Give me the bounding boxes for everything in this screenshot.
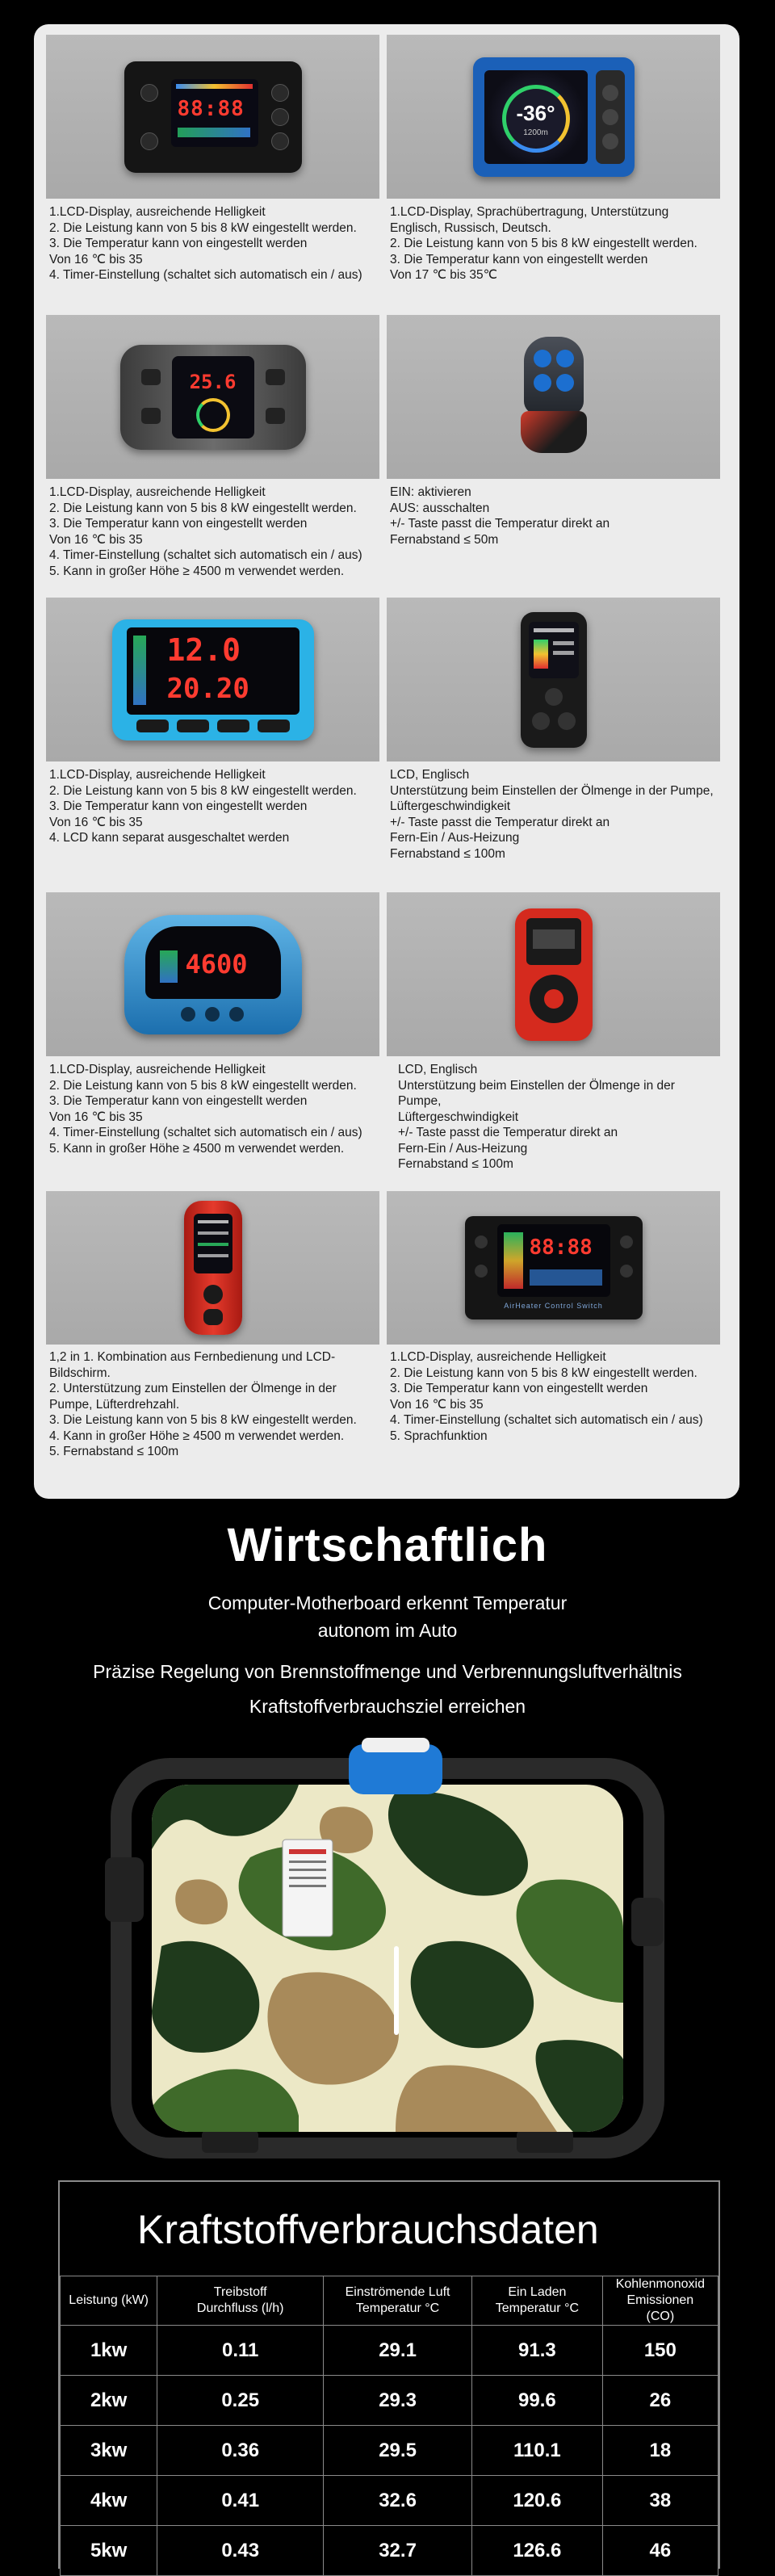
desc-line: Fernabstand ≤ 100m bbox=[390, 846, 505, 861]
lcd-controller-wide-image bbox=[465, 1216, 643, 1319]
table-cell: 0.41 bbox=[157, 2476, 324, 2526]
table-cell: 0.11 bbox=[157, 2326, 324, 2376]
desc-line: 5. Kann in großer Höhe ≥ 4500 m verwendet werden. bbox=[49, 1141, 345, 1156]
desc-line: +/- Taste passt die Temperatur direkt an bbox=[390, 517, 610, 531]
up-button[interactable] bbox=[271, 108, 289, 126]
product-description bbox=[390, 204, 717, 283]
table-title: Kraftstoffverbrauchsdaten bbox=[137, 2207, 599, 2252]
product-description bbox=[390, 767, 717, 862]
control-button[interactable] bbox=[217, 720, 249, 732]
mode-button[interactable] bbox=[203, 1309, 223, 1325]
remote-red-combo-image bbox=[184, 1201, 242, 1335]
table-cell: 29.1 bbox=[324, 2326, 472, 2376]
lcd-controller-oval-image bbox=[124, 915, 302, 1034]
desc-line: 5. Sprachfunktion bbox=[390, 1429, 488, 1443]
desc-line: 4. Kann in großer Höhe ≥ 4500 m verwendet werden. bbox=[49, 1429, 345, 1443]
table-cell: 2kw bbox=[61, 2376, 157, 2426]
desc-line: AUS: ausschalten bbox=[390, 501, 490, 515]
section-title: Wirtschaftlich bbox=[227, 1519, 548, 1571]
product-photo bbox=[387, 1191, 720, 1345]
desc-line: 1.LCD-Display, Sprachübertragung, Unterstützung Englisch, Russisch, Deutsch. bbox=[390, 205, 672, 235]
control-button[interactable] bbox=[229, 1007, 244, 1022]
screen-readout: 88:88 bbox=[177, 96, 245, 121]
column-header-co-emissions: Kohlenmonoxid Emissionen (CO) bbox=[602, 2276, 718, 2326]
screen-readout: 4600 bbox=[185, 948, 248, 980]
economy-text: Kraftstoffverbrauchsziel erreichen bbox=[249, 1696, 526, 1717]
minus-button[interactable] bbox=[556, 374, 574, 392]
lcd-controller-cyan-image bbox=[112, 619, 314, 740]
table-cell: 18 bbox=[602, 2426, 718, 2476]
desc-line: 2. Die Leistung kann von 5 bis 8 kW eingestellt werden. bbox=[49, 501, 357, 515]
control-button[interactable] bbox=[620, 1265, 633, 1278]
unlock-button[interactable] bbox=[556, 350, 574, 367]
table-cell: 3kw bbox=[61, 2426, 157, 2476]
desc-line: Von 16 ℃ bis 35 bbox=[49, 252, 143, 266]
table-header-row bbox=[61, 2276, 718, 2326]
table-row bbox=[61, 2426, 718, 2476]
desc-line: Unterstützung beim Einstellen der Ölmenge in der Pumpe, bbox=[390, 783, 714, 798]
table-cell: 4kw bbox=[61, 2476, 157, 2526]
desc-line: 4. Timer-Einstellung (schaltet sich automatisch ein / aus) bbox=[390, 1413, 703, 1427]
control-button[interactable] bbox=[475, 1265, 488, 1278]
economy-text: autonom im Auto bbox=[317, 1620, 458, 1641]
table-cell: 126.6 bbox=[472, 2526, 603, 2576]
table-row bbox=[61, 2526, 718, 2576]
remote-lcd-red-image bbox=[515, 908, 593, 1041]
desc-line: 2. Die Leistung kann von 5 bis 8 kW eingestellt werden. bbox=[49, 783, 357, 798]
column-header-fuel-flow: Treibstoff Durchfluss (l/h) bbox=[157, 2276, 324, 2326]
desc-line: 1.LCD-Display, ausreichende Helligkeit bbox=[390, 1350, 606, 1364]
table-cell: 1kw bbox=[61, 2326, 157, 2376]
table-cell: 99.6 bbox=[472, 2376, 603, 2426]
desc-line: +/- Taste passt die Temperatur direkt an bbox=[390, 815, 610, 829]
table-row bbox=[61, 2326, 718, 2376]
column-header-intake-temp: Einströmende Luft Temperatur °C bbox=[324, 2276, 472, 2326]
fuel-consumption-table bbox=[58, 2180, 720, 2569]
power-button[interactable] bbox=[203, 1285, 223, 1304]
desc-line: 1.LCD-Display, ausreichende Helligkeit bbox=[49, 485, 266, 499]
desc-line: 3. Die Temperatur kann von eingestellt werden bbox=[49, 1094, 308, 1108]
down-button[interactable] bbox=[271, 132, 289, 150]
desc-line: +/- Taste passt die Temperatur direkt an bbox=[398, 1126, 618, 1139]
desc-line: 2. Unterstützung zum Einstellen der Ölmenge in der Pumpe, Lüfterdrehzahl. bbox=[49, 1382, 341, 1412]
desc-line: 2. Die Leistung kann von 5 bis 8 kW eingestellt werden. bbox=[390, 237, 698, 250]
desc-line: 5. Fernabstand ≤ 100m bbox=[49, 1445, 179, 1458]
desc-line: Von 16 ℃ bis 35 bbox=[390, 1397, 484, 1412]
desc-line: 4. LCD kann separat ausgeschaltet werden bbox=[49, 831, 290, 845]
column-header-outlet-temp: Ein Laden Temperatur °C bbox=[472, 2276, 603, 2326]
screen-readout: -36° bbox=[516, 100, 555, 125]
remote-key-image bbox=[517, 337, 590, 458]
altitude-readout: 1200m bbox=[523, 128, 548, 137]
table-cell: 5kw bbox=[61, 2526, 157, 2576]
table-cell: 0.25 bbox=[157, 2376, 324, 2426]
table-cell: 120.6 bbox=[472, 2476, 603, 2526]
screen-readout: 88:88 bbox=[529, 1236, 593, 1260]
product-photo bbox=[46, 315, 379, 479]
desc-line: 3. Die Temperatur kann von eingestellt werden bbox=[49, 799, 308, 813]
product-description bbox=[49, 1062, 376, 1156]
desc-line: 3. Die Temperatur kann von eingestellt werden bbox=[49, 237, 308, 250]
control-button[interactable] bbox=[475, 1236, 488, 1248]
product-photo bbox=[387, 315, 720, 479]
fuel-data-table bbox=[60, 2276, 718, 2576]
product-photo bbox=[46, 892, 379, 1056]
screen-readout: 12.0 bbox=[166, 631, 241, 668]
desc-line: 3. Die Temperatur kann von eingestellt werden bbox=[49, 517, 308, 531]
desc-line: 1.LCD-Display, ausreichende Helligkeit bbox=[49, 205, 266, 219]
timer-button[interactable] bbox=[140, 132, 158, 150]
table-cell: 0.43 bbox=[157, 2526, 324, 2576]
power-button[interactable] bbox=[271, 84, 289, 102]
up-button[interactable] bbox=[602, 85, 618, 101]
lcd-controller-black-image bbox=[124, 61, 302, 173]
table-cell: 29.3 bbox=[324, 2376, 472, 2426]
desc-line: 4. Timer-Einstellung (schaltet sich automatisch ein / aus) bbox=[49, 1126, 362, 1139]
product-photo bbox=[46, 598, 379, 761]
screen-readout-secondary: 20.20 bbox=[166, 672, 249, 705]
ok-button[interactable] bbox=[544, 989, 563, 1009]
down-button[interactable] bbox=[141, 408, 161, 424]
product-description bbox=[49, 767, 376, 846]
product-photo bbox=[387, 598, 720, 761]
desc-line: 3. Die Temperatur kann von eingestellt werden bbox=[390, 252, 648, 266]
mode-button[interactable] bbox=[140, 84, 158, 102]
product-photo bbox=[46, 35, 379, 199]
down-button[interactable] bbox=[602, 133, 618, 149]
table-cell: 91.3 bbox=[472, 2326, 603, 2376]
product-photo bbox=[387, 892, 720, 1056]
remote-lcd-black-image bbox=[521, 612, 587, 748]
down-button[interactable] bbox=[558, 712, 576, 730]
screen-readout: 25.6 bbox=[189, 370, 237, 393]
desc-line: Lüftergeschwindigkeit bbox=[398, 1110, 519, 1124]
desc-line: Von 16 ℃ bis 35 bbox=[49, 1110, 143, 1124]
desc-line: EIN: aktivieren bbox=[390, 485, 471, 499]
product-description bbox=[390, 1349, 717, 1444]
plus-button[interactable] bbox=[534, 374, 551, 392]
mode-button[interactable] bbox=[266, 408, 285, 424]
control-button[interactable] bbox=[136, 720, 169, 732]
desc-line: LCD, Englisch bbox=[398, 1063, 478, 1076]
table-cell: 150 bbox=[602, 2326, 718, 2376]
lcd-controller-gray-image bbox=[120, 345, 306, 450]
desc-line: 1,2 in 1. Kombination aus Fernbedienung und LCD-Bildschirm. bbox=[49, 1350, 336, 1380]
desc-line: 5. Kann in großer Höhe ≥ 4500 m verwendet werden. bbox=[49, 564, 345, 578]
desc-line: Unterstützung beim Einstellen der Ölmenge in der Pumpe, bbox=[398, 1078, 679, 1108]
lock-button[interactable] bbox=[534, 350, 551, 367]
table-cell: 32.6 bbox=[324, 2476, 472, 2526]
table-cell: 110.1 bbox=[472, 2426, 603, 2476]
desc-line: 2. Die Leistung kann von 5 bis 8 kW eingestellt werden. bbox=[390, 1366, 698, 1380]
product-grid-panel bbox=[34, 24, 739, 1499]
control-button[interactable] bbox=[205, 1007, 220, 1022]
desc-line: 3. Die Leistung kann von 5 bis 8 kW eingestellt werden. bbox=[49, 1413, 357, 1427]
control-button[interactable] bbox=[181, 1007, 195, 1022]
table-cell: 0.36 bbox=[157, 2426, 324, 2476]
table-cell: 29.5 bbox=[324, 2426, 472, 2476]
desc-line: 3. Die Temperatur kann von eingestellt werden bbox=[390, 1382, 648, 1395]
desc-line: Von 16 ℃ bis 35 bbox=[49, 815, 143, 829]
up-button[interactable] bbox=[545, 688, 563, 706]
heater-image bbox=[89, 1736, 686, 2164]
desc-line: LCD, Englisch bbox=[390, 768, 470, 782]
product-description bbox=[49, 204, 376, 283]
power-button[interactable] bbox=[602, 109, 618, 125]
desc-line: Fernabstand ≤ 50m bbox=[390, 532, 499, 547]
product-photo bbox=[46, 1191, 379, 1345]
lcd-controller-blue-image bbox=[473, 57, 635, 177]
table-cell: 46 bbox=[602, 2526, 718, 2576]
power-button[interactable] bbox=[532, 712, 550, 730]
desc-line: Von 16 ℃ bis 35 bbox=[49, 532, 143, 547]
table-cell: 26 bbox=[602, 2376, 718, 2426]
economy-text: Computer-Motherboard erkennt Temperatur bbox=[207, 1592, 568, 1613]
control-button[interactable] bbox=[620, 1236, 633, 1248]
up-button[interactable] bbox=[141, 369, 161, 385]
desc-line: 4. Timer-Einstellung (schaltet sich automatisch ein / aus) bbox=[49, 548, 362, 562]
column-header-power: Leistung (kW) bbox=[61, 2276, 157, 2326]
desc-line: Lüftergeschwindigkeit bbox=[390, 799, 511, 813]
camo-heater-illustration bbox=[89, 1736, 686, 2164]
product-description bbox=[398, 1062, 717, 1173]
economy-text: Präzise Regelung von Brennstoffmenge und Verbrennungsluftverhältnis bbox=[93, 1661, 682, 1682]
table-cell: 38 bbox=[602, 2476, 718, 2526]
desc-line: Fern-Ein / Aus-Heizung bbox=[390, 831, 520, 845]
desc-line: 1.LCD-Display, ausreichende Helligkeit bbox=[49, 768, 266, 782]
product-description bbox=[390, 485, 717, 548]
table-row bbox=[61, 2476, 718, 2526]
desc-line: 2. Die Leistung kann von 5 bis 8 kW eingestellt werden. bbox=[49, 220, 357, 235]
desc-line: Fernabstand ≤ 100m bbox=[398, 1157, 513, 1171]
desc-line: 2. Die Leistung kann von 5 bis 8 kW eingestellt werden. bbox=[49, 1078, 357, 1093]
product-description bbox=[49, 485, 376, 579]
desc-line: Fern-Ein / Aus-Heizung bbox=[398, 1141, 528, 1156]
control-button[interactable] bbox=[177, 720, 209, 732]
product-description bbox=[49, 1349, 376, 1460]
control-button[interactable] bbox=[258, 720, 290, 732]
table-row bbox=[61, 2376, 718, 2426]
table-cell: 32.7 bbox=[324, 2526, 472, 2576]
power-button[interactable] bbox=[266, 369, 285, 385]
product-photo bbox=[387, 35, 720, 199]
desc-line: 4. Timer-Einstellung (schaltet sich automatisch ein / aus) bbox=[49, 268, 362, 282]
device-caption: AirHeater Control Switch bbox=[504, 1302, 603, 1310]
desc-line: Von 17 ℃ bis 35℃ bbox=[390, 268, 498, 282]
desc-line: 1.LCD-Display, ausreichende Helligkeit bbox=[49, 1063, 266, 1076]
